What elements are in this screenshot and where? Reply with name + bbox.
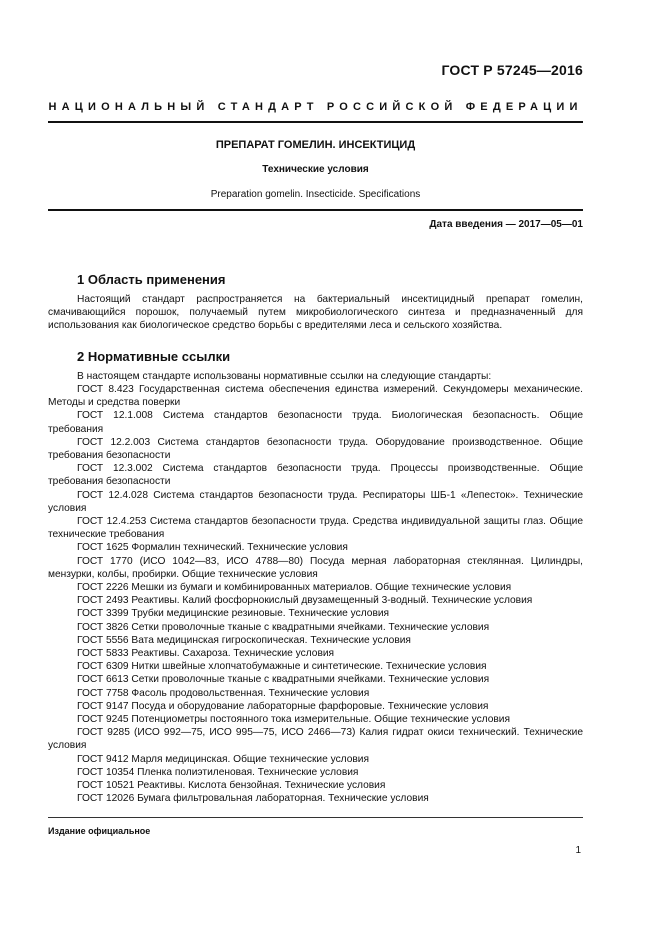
reference-item: ГОСТ 12.4.253 Система стандартов безопасности труда. Средства индивидуальной защиты глаз. Общие технические требования [48, 516, 583, 541]
footer-divider [48, 817, 583, 818]
reference-item: ГОСТ 7758 Фасоль продовольственная. Технические условия [77, 687, 370, 699]
reference-item: ГОСТ 3826 Сетки проволочные тканые с квадратными ячейками. Технические условия [77, 621, 490, 633]
section-2-intro: В настоящем стандарте использованы нормативные ссылки на следующие стандарты: [77, 371, 492, 382]
title-divider [48, 209, 583, 211]
reference-item: ГОСТ 12026 Бумага фильтровальная лабораторная. Технические условия [77, 793, 429, 805]
reference-item: ГОСТ 1770 (ИСО 1042—83, ИСО 4788—80) Посуда мерная лабораторная стеклянная. Цилиндры, мензурки, колбы, пробирки. Общие технические условия [48, 555, 583, 580]
reference-item: ГОСТ 12.1.008 Система стандартов безопасности труда. Биологическая безопасность. Общие требования [48, 410, 583, 435]
reference-item: ГОСТ 6309 Нитки швейные хлопчатобумажные и синтетические. Технические условия [77, 661, 487, 673]
national-standard-heading: НАЦИОНАЛЬНЫЙ СТАНДАРТ РОССИЙСКОЙ ФЕДЕРАЦИИ [48, 101, 583, 113]
top-divider [48, 121, 583, 123]
document-title: ПРЕПАРАТ ГОМЕЛИН. ИНСЕКТИЦИД [215, 139, 416, 151]
introduction-date: Дата введения — 2017—05—01 [429, 219, 583, 230]
normative-references-list [48, 383, 583, 806]
reference-item: ГОСТ 9147 Посуда и оборудование лабораторные фарфоровые. Технические условия [77, 700, 489, 712]
english-title: Preparation gomelin. Insecticide. Specifications [210, 189, 421, 200]
reference-item: ГОСТ 8.423 Государственная система обеспечения единства измерений. Секундомеры механические. Методы и средства поверки [48, 384, 583, 409]
document-subtitle: Технические условия [262, 164, 369, 175]
document-code: ГОСТ Р 57245—2016 [441, 62, 583, 78]
reference-item: ГОСТ 12.3.002 Система стандартов безопасности труда. Процессы производственные. Общие требования безопасности [48, 463, 583, 488]
reference-item: ГОСТ 5556 Вата медицинская гигроскопическая. Технические условия [77, 634, 411, 646]
section-1-text: Настоящий стандарт распространяется на бактериальный инсектицидный препарат гомелин, смачивающийся порошок, получаемый путем микробиологического синтеза и предназначенный для использования как биологическое средство борьбы с вредителями леса и сельского хозяйства. [48, 294, 583, 332]
reference-item: ГОСТ 10354 Пленка полиэтиленовая. Технические условия [77, 766, 359, 778]
reference-item: ГОСТ 9412 Марля медицинская. Общие технические условия [77, 753, 370, 765]
reference-item: ГОСТ 5833 Реактивы. Сахароза. Технические условия [77, 648, 335, 660]
official-edition-label: Издание официальное [48, 826, 151, 836]
reference-item: ГОСТ 1625 Формалин технический. Технические условия [77, 542, 348, 554]
section-1-heading: 1 Область применения [77, 272, 226, 287]
reference-item: ГОСТ 9285 (ИСО 992—75, ИСО 995—75, ИСО 2466—73) Калия гидрат окиси технический. Технические условия [48, 727, 583, 752]
section-2-heading: 2 Нормативные ссылки [77, 349, 231, 364]
reference-item: ГОСТ 12.2.003 Система стандартов безопасности труда. Оборудование производственное. Общие требования безопасности [48, 436, 583, 462]
page-number: 1 [575, 845, 581, 856]
reference-item: ГОСТ 2493 Реактивы. Калий фосфорнокислый двузамещенный 3-водный. Технические условия [77, 595, 533, 607]
reference-item: ГОСТ 3399 Трубки медицинские резиновые. Технические условия [77, 608, 390, 620]
reference-item: ГОСТ 10521 Реактивы. Кислота бензойная. Технические условия [77, 780, 386, 792]
reference-item: ГОСТ 6613 Сетки проволочные тканые с квадратными ячейками. Технические условия [77, 674, 490, 686]
reference-item: ГОСТ 2226 Мешки из бумаги и комбинированных материалов. Общие технические условия [77, 582, 512, 594]
reference-item: ГОСТ 12.4.028 Система стандартов безопасности труда. Респираторы ШБ-1 «Лепесток». Технические условия [48, 489, 583, 514]
reference-item: ГОСТ 9245 Потенциометры постоянного тока измерительные. Общие технические условия [77, 714, 511, 726]
